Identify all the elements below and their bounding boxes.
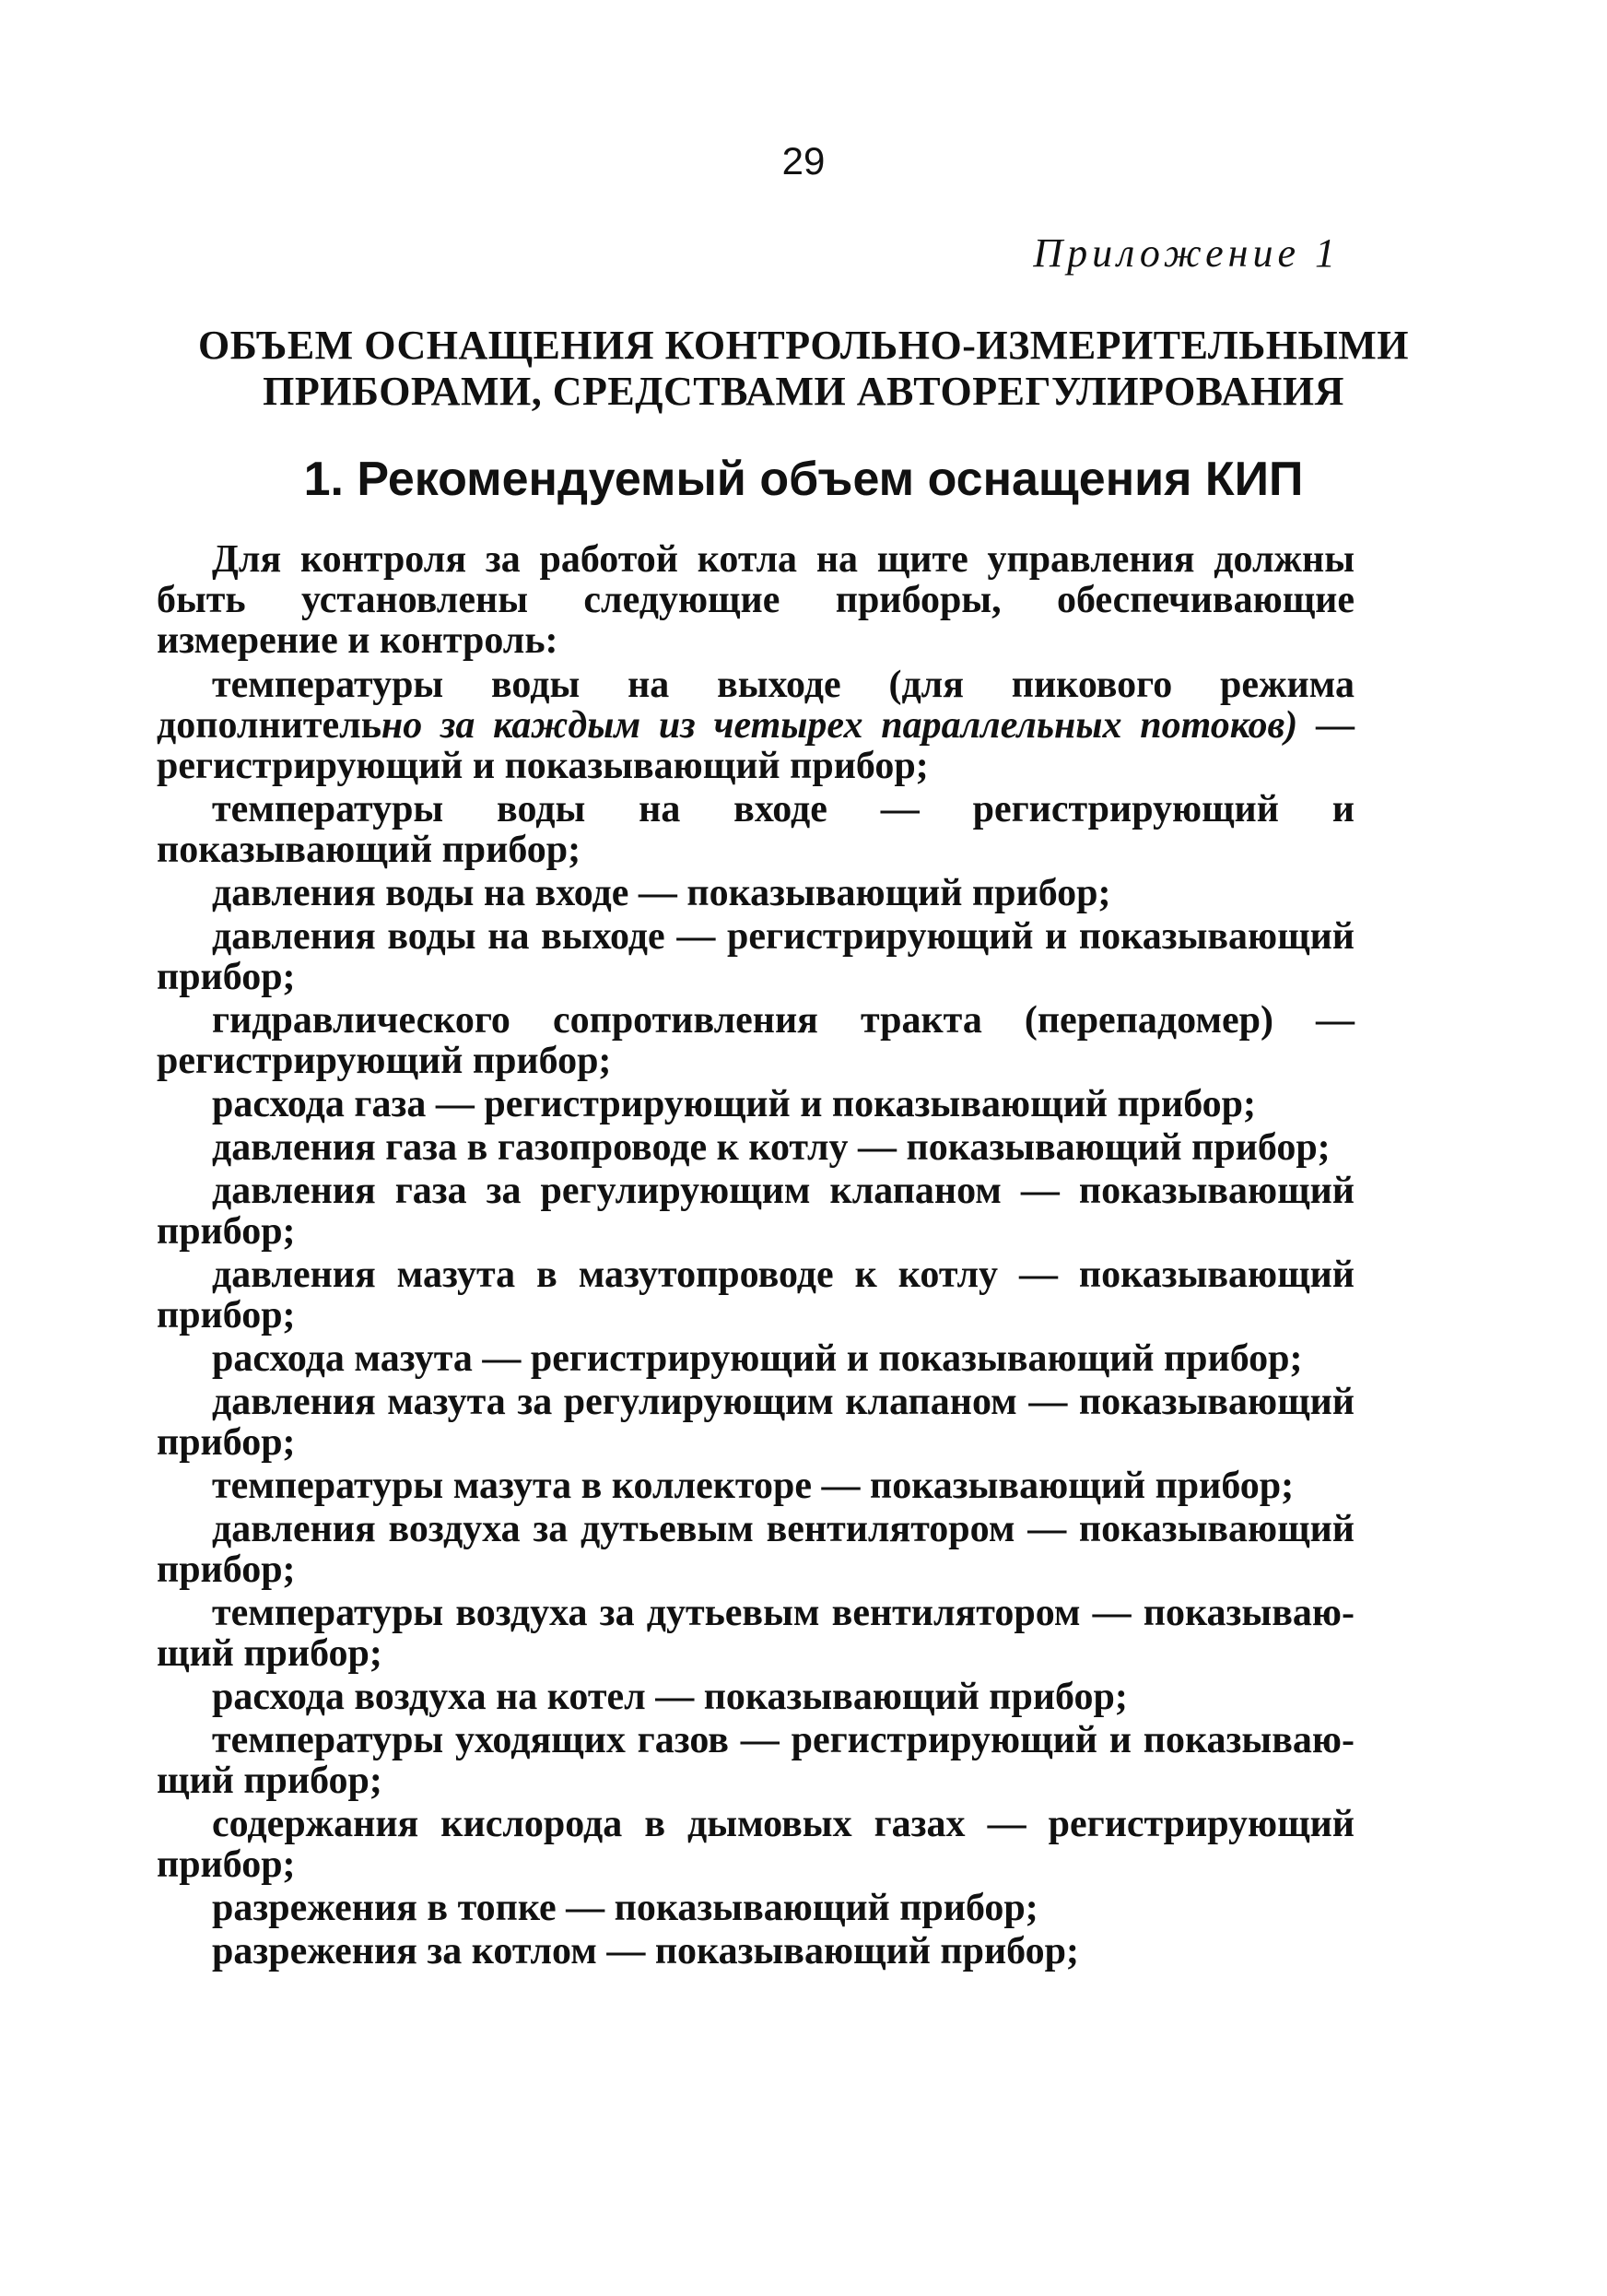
section-heading: 1. Рекомендуемый объем оснащения КИП	[303, 453, 1304, 506]
list-item: давления воды на входе — показывающий прибор;	[212, 872, 1111, 914]
list-item: давления газа в газопроводе к котлу — показывающий прибор;	[212, 1126, 1331, 1169]
document-title	[0, 323, 1607, 415]
list-item	[157, 665, 1355, 786]
list-item: расхода воздуха на котел — показывающий прибор;	[212, 1676, 1128, 1718]
list-item-text: температуры воды на выходе (для пикового режима дополнитель	[157, 664, 1355, 747]
list-item: давления воздуха за дутьевым вентилятором — показывающий прибор;	[157, 1508, 1355, 1591]
list-item-text: — регистрирующий и показывающий прибор;	[157, 704, 1355, 787]
list-item: давления газа за регулирующим клапаном — показывающий прибор;	[157, 1170, 1355, 1253]
list-item: давления мазута за регулирующим клапаном — показывающий прибор;	[157, 1381, 1355, 1464]
list-item: разрежения в топке — показывающий прибор;	[212, 1887, 1038, 1929]
list-item: гидравлического сопротивления тракта (перепадомер) — регистрирующий прибор;	[157, 999, 1355, 1082]
list-item: температуры воздуха за дутьевым вентилятором — показывающий прибор;	[157, 1592, 1355, 1675]
document-title-line: ПРИБОРАМИ, СРЕДСТВАМИ АВТОРЕГУЛИРОВАНИЯ	[263, 369, 1344, 414]
list-item: давления мазута в мазутопроводе к котлу — показывающий прибор;	[157, 1254, 1355, 1336]
list-item: температуры уходящих газов — регистрирующий и показывающий прибор;	[157, 1719, 1355, 1802]
list-item: расхода газа — регистрирующий и показывающий прибор;	[212, 1083, 1257, 1125]
appendix-label: Приложение 1	[1033, 230, 1340, 276]
list-item-italic-text: но за каждым из четырех параллельных потоков)	[381, 704, 1298, 747]
list-item: содержания кислорода в дымовых газах — регистрирующий прибор;	[157, 1803, 1355, 1886]
intro-paragraph: Для контроля за работой котла на щите управления должны быть установлены следующие приборы, обеспечивающие измерение и контроль:	[157, 538, 1355, 662]
document-body	[157, 539, 1355, 1974]
document-title-line: ОБЪЕМ ОСНАЩЕНИЯ КОНТРОЛЬНО-ИЗМЕРИТЕЛЬНЫМИ	[198, 323, 1409, 368]
list-item: разрежения за котлом — показывающий прибор;	[212, 1930, 1079, 1972]
list-item: температуры воды на входе — регистрирующий и показывающий прибор;	[157, 788, 1355, 871]
list-item: давления воды на выходе — регистрирующий и показывающий прибор;	[157, 915, 1355, 998]
list-item: температуры мазута в коллекторе — показывающий прибор;	[212, 1465, 1295, 1507]
list-item: расхода мазута — регистрирующий и показывающий прибор;	[212, 1337, 1303, 1380]
page-number: 29	[781, 139, 826, 183]
